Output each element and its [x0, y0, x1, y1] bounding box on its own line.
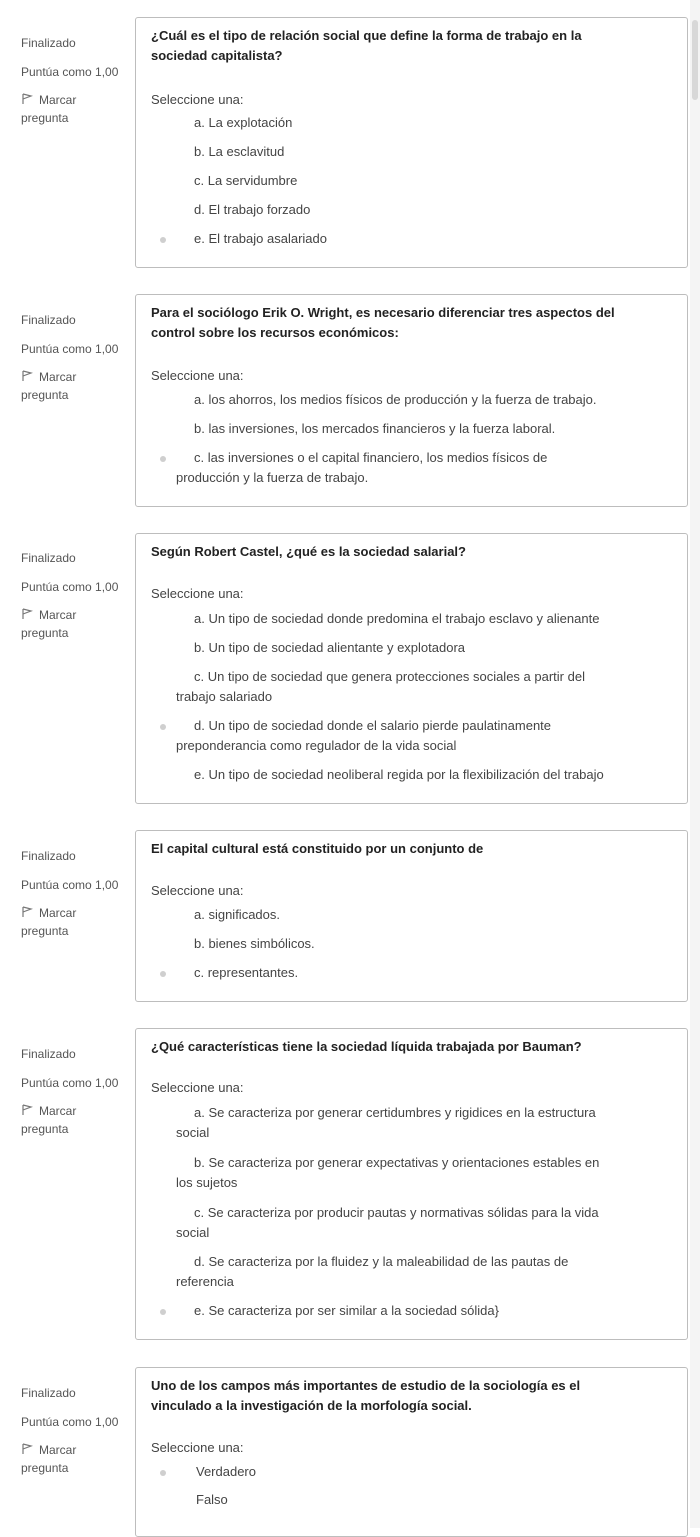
- flag-icon: [21, 370, 33, 382]
- question-text: El capital cultural está constituido por un conjunto de: [151, 841, 484, 856]
- question-points: Puntúa como 1,00: [21, 1076, 119, 1090]
- question-status: Finalizado: [21, 1386, 76, 1400]
- flag-question-link[interactable]: Marcar pregunta: [21, 1443, 77, 1475]
- flag-icon: [21, 1443, 33, 1455]
- select-prompt: Seleccione una:: [151, 92, 244, 107]
- answer-option[interactable]: c. Un tipo de sociedad que genera protecciones sociales a partir del trabajo salariado: [176, 669, 585, 704]
- flag-question-link[interactable]: Marcar pregunta: [21, 906, 77, 938]
- answer-option[interactable]: c. La servidumbre: [194, 173, 298, 188]
- scrollbar[interactable]: [690, 0, 700, 1528]
- radio-button[interactable]: [160, 456, 166, 462]
- question-info: [21, 847, 126, 940]
- question-info: [21, 1045, 126, 1138]
- question-info: [21, 549, 126, 642]
- question-text: Para el sociólogo Erik O. Wright, es necesario diferenciar tres aspectos del control sobre los recursos económicos:: [151, 305, 615, 340]
- answer-option[interactable]: e. El trabajo asalariado: [194, 231, 327, 246]
- flag-question-link[interactable]: Marcar pregunta: [21, 608, 77, 640]
- answer-option[interactable]: a. La explotación: [194, 115, 293, 130]
- answer-option[interactable]: c. las inversiones o el capital financiero, los medios físicos de producción y la fuerza de trabajo.: [176, 450, 548, 485]
- flag-icon: [21, 906, 33, 918]
- question-card: [135, 17, 688, 268]
- question-status: Finalizado: [21, 1047, 76, 1061]
- flag-question-link[interactable]: Marcar pregunta: [21, 1104, 77, 1136]
- flag-icon: [21, 1104, 33, 1116]
- answer-option[interactable]: d. Un tipo de sociedad donde el salario pierde paulatinamente preponderancia como regulador de la vida social: [176, 718, 552, 753]
- flag-question-link[interactable]: Marcar pregunta: [21, 93, 77, 125]
- question-status: Finalizado: [21, 36, 76, 50]
- question-status: Finalizado: [21, 551, 76, 565]
- select-prompt: Seleccione una:: [151, 586, 244, 601]
- answer-option[interactable]: e. Un tipo de sociedad neoliberal regida por la flexibilización del trabajo: [194, 767, 604, 782]
- question-points: Puntúa como 1,00: [21, 1415, 119, 1429]
- question-card: [135, 1028, 688, 1340]
- answer-option[interactable]: a. significados.: [194, 907, 280, 922]
- radio-button[interactable]: [160, 724, 166, 730]
- answer-option[interactable]: d. El trabajo forzado: [194, 202, 311, 217]
- question-text: Uno de los campos más importantes de estudio de la sociología es el vinculado a la investigación de la morfología social.: [151, 1378, 581, 1413]
- radio-button[interactable]: [160, 971, 166, 977]
- question-card: [135, 830, 688, 1002]
- radio-button[interactable]: [160, 237, 166, 243]
- answer-option[interactable]: b. La esclavitud: [194, 144, 285, 159]
- question-points: Puntúa como 1,00: [21, 878, 119, 892]
- select-prompt: Seleccione una:: [151, 368, 244, 383]
- radio-button[interactable]: [160, 1309, 166, 1315]
- answer-option[interactable]: b. Un tipo de sociedad alientante y explotadora: [194, 640, 466, 655]
- question-card: [135, 1367, 688, 1537]
- answer-option[interactable]: Falso: [196, 1492, 228, 1507]
- select-prompt: Seleccione una:: [151, 1080, 244, 1095]
- question-card: [135, 533, 688, 804]
- flag-icon: [21, 608, 33, 620]
- radio-button[interactable]: [160, 1470, 166, 1476]
- question-points: Puntúa como 1,00: [21, 580, 119, 594]
- answer-option[interactable]: b. bienes simbólicos.: [194, 936, 315, 951]
- scrollbar-thumb[interactable]: [692, 20, 698, 100]
- answer-option[interactable]: a. Un tipo de sociedad donde predomina el trabajo esclavo y alienante: [194, 611, 600, 626]
- question-card: [135, 294, 688, 507]
- answer-option[interactable]: b. las inversiones, los mercados financieros y la fuerza laboral.: [194, 421, 556, 436]
- answer-option[interactable]: c. Se caracteriza por producir pautas y normativas sólidas para la vida social: [176, 1205, 599, 1240]
- question-points: Puntúa como 1,00: [21, 65, 119, 79]
- question-text: Según Robert Castel, ¿qué es la sociedad salarial?: [151, 544, 466, 559]
- question-info: [21, 1384, 126, 1477]
- answer-option[interactable]: a. los ahorros, los medios físicos de producción y la fuerza de trabajo.: [194, 392, 597, 407]
- flag-icon: [21, 93, 33, 105]
- flag-question-link[interactable]: Marcar pregunta: [21, 370, 77, 402]
- question-info: [21, 34, 126, 127]
- question-info: [21, 311, 126, 404]
- answer-option[interactable]: c. representantes.: [194, 965, 299, 980]
- select-prompt: Seleccione una:: [151, 1440, 244, 1455]
- answer-option[interactable]: Verdadero: [196, 1464, 256, 1479]
- question-points: Puntúa como 1,00: [21, 342, 119, 356]
- question-text: ¿Qué características tiene la sociedad líquida trabajada por Bauman?: [151, 1039, 582, 1054]
- question-status: Finalizado: [21, 849, 76, 863]
- select-prompt: Seleccione una:: [151, 883, 244, 898]
- answer-option[interactable]: d. Se caracteriza por la fluidez y la maleabilidad de las pautas de referencia: [176, 1254, 569, 1289]
- answer-option[interactable]: b. Se caracteriza por generar expectativas y orientaciones estables en los sujetos: [176, 1155, 600, 1190]
- answer-option[interactable]: a. Se caracteriza por generar certidumbres y rigidices en la estructura social: [176, 1105, 596, 1140]
- answer-option[interactable]: e. Se caracteriza por ser similar a la sociedad sólida}: [194, 1303, 499, 1318]
- question-text: ¿Cuál es el tipo de relación social que define la forma de trabajo en la sociedad capitalista?: [151, 28, 582, 63]
- question-status: Finalizado: [21, 313, 76, 327]
